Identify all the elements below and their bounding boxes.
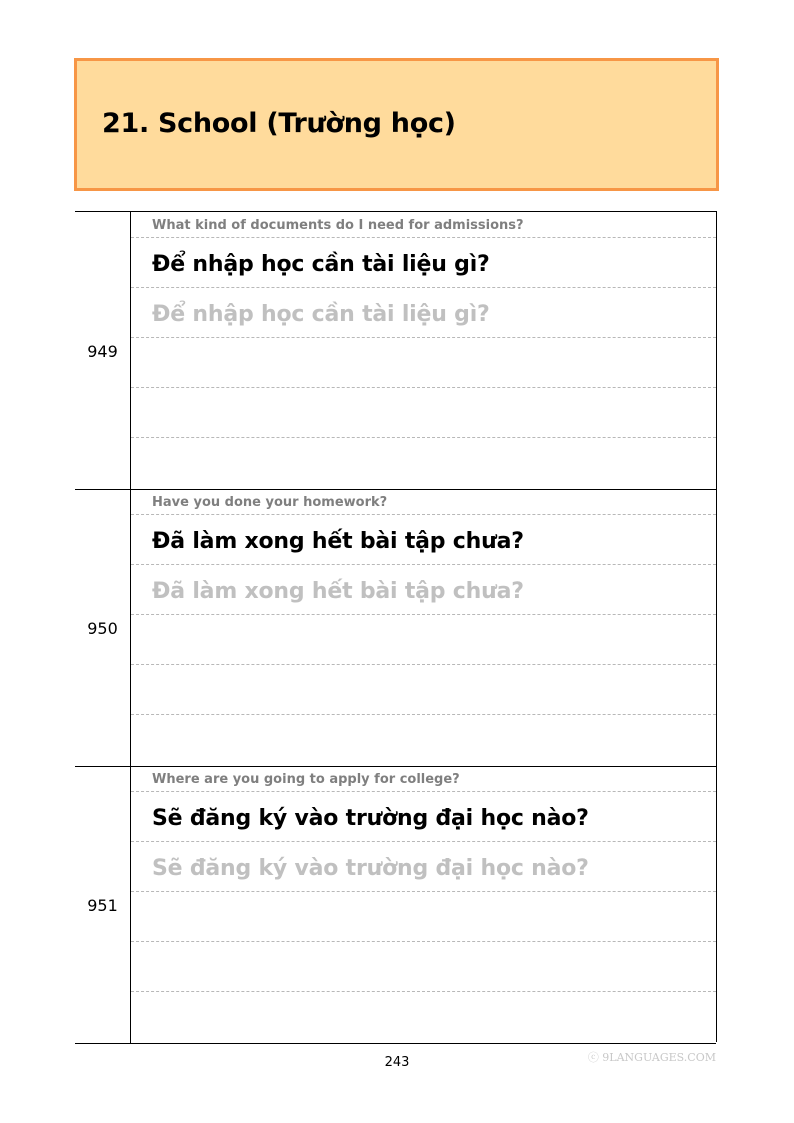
writing-line (131, 337, 716, 338)
vietnamese-sentence: Đã làm xong hết bài tập chưa? (152, 529, 524, 554)
writing-line (131, 991, 716, 992)
phrase-entry (75, 489, 716, 767)
entry-number-cell (75, 489, 131, 766)
vietnamese-sentence: Sẽ đăng ký vào trường đại học nào? (152, 806, 589, 831)
copyright-notice: ⓒ 9LANGUAGES.COM (587, 1051, 716, 1064)
page-number: 243 (384, 1055, 410, 1070)
english-sentence: Have you done your homework? (152, 495, 388, 510)
entry-number: 950 (87, 619, 118, 638)
writing-line (131, 514, 716, 515)
phrase-entry (75, 766, 716, 1044)
writing-line (131, 941, 716, 942)
tracing-sentence: Đã làm xong hết bài tập chưa? (152, 579, 524, 604)
writing-line (131, 387, 716, 388)
writing-line (131, 437, 716, 438)
entry-number-cell (75, 766, 131, 1043)
writing-line (131, 891, 716, 892)
tracing-sentence: Sẽ đăng ký vào trường đại học nào? (152, 856, 589, 881)
writing-line (131, 287, 716, 288)
vietnamese-sentence: Để nhập học cần tài liệu gì? (152, 252, 490, 277)
chapter-header (74, 58, 719, 191)
writing-line (131, 614, 716, 615)
chapter-title: 21. School (Trường học) (102, 108, 456, 139)
writing-line (131, 664, 716, 665)
phrase-entry (75, 212, 716, 490)
writing-line (131, 564, 716, 565)
english-sentence: What kind of documents do I need for admissions? (152, 218, 524, 233)
phrase-table (75, 211, 717, 1042)
english-sentence: Where are you going to apply for college? (152, 772, 460, 787)
entry-number: 949 (87, 342, 118, 361)
writing-line (131, 237, 716, 238)
writing-line (131, 791, 716, 792)
writing-line (131, 841, 716, 842)
tracing-sentence: Để nhập học cần tài liệu gì? (152, 302, 490, 327)
entry-number: 951 (87, 896, 118, 915)
writing-line (131, 714, 716, 715)
entry-number-cell (75, 212, 131, 489)
